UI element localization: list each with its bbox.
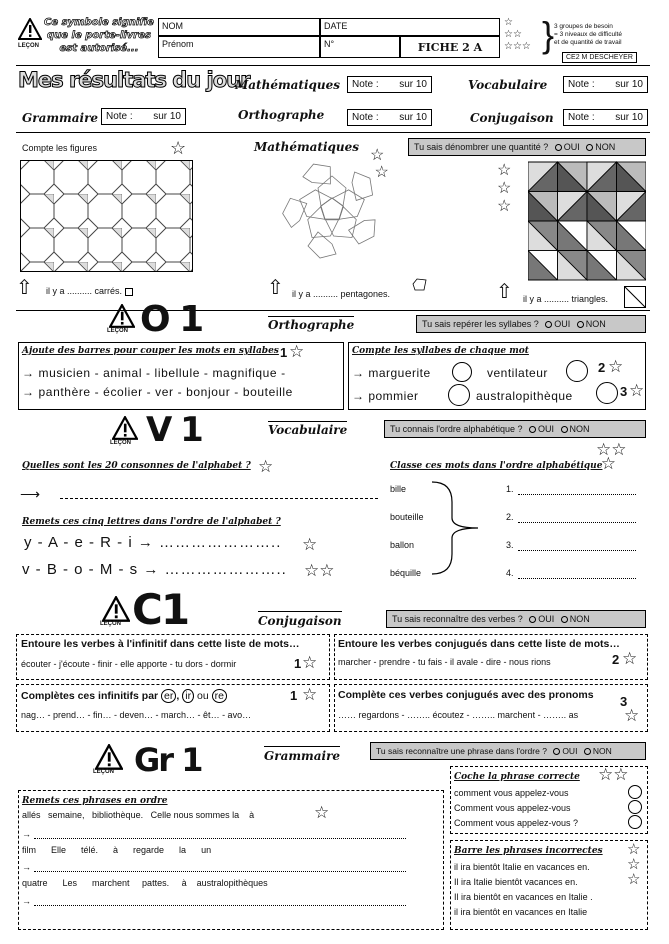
gram-c2: Comment vous appelez-vous bbox=[454, 803, 571, 813]
date-field[interactable]: DATE bbox=[320, 18, 500, 36]
ortho-question: Tu sais repérer les syllabes ? OUI NON bbox=[416, 315, 646, 333]
ortho-word-2: ventilateur bbox=[487, 366, 548, 380]
lecon-label: LEÇON bbox=[107, 328, 128, 334]
author-label: CE2 M DESCHEYER bbox=[562, 52, 637, 63]
vocab-num-4: 4. bbox=[506, 568, 514, 578]
star-icon: ☆☆ bbox=[504, 29, 522, 40]
vocab-seq1: y - A - e - R - i → ………………….. bbox=[24, 534, 282, 551]
math-question: Tu sais dénombrer une quantité ? OUI NON bbox=[408, 138, 646, 156]
gram-b3: Il ira bientôt en vacances en Italie . bbox=[454, 892, 593, 902]
radio-non[interactable] bbox=[586, 144, 593, 151]
warning-icon bbox=[102, 596, 130, 622]
vocab-seq2: v - B - o - M - s → ………………….. bbox=[22, 561, 287, 578]
conj-b4-num: 3 bbox=[620, 694, 628, 709]
conj-b3-num: 1 bbox=[290, 688, 298, 703]
gram-b4: il ira bientôt en vacances en Italie bbox=[454, 907, 588, 917]
conj-question: Tu sais reconnaître des verbes ? OUI NON bbox=[386, 610, 646, 628]
gram-answer-1[interactable] bbox=[34, 838, 406, 839]
consonnes-answer-line[interactable] bbox=[60, 498, 378, 499]
lecon-label: LEÇON bbox=[93, 769, 114, 775]
gram-coche: Coche la phrase correcte bbox=[454, 772, 580, 782]
vocab-answer-2[interactable] bbox=[518, 522, 636, 523]
ortho-left-line2: → panthère - écolier - ver - bonjour - bouteille bbox=[22, 385, 293, 399]
gram-b2: Il ira Italie bientôt vacances en. bbox=[454, 877, 578, 887]
vocab-num-1: 1. bbox=[506, 484, 514, 494]
conj-b3-text: nag… - prend… - fin… - deven… - march… - êt… - avo… bbox=[21, 710, 252, 720]
arrow-up-icon: ⇧ bbox=[267, 277, 284, 299]
math-count-1: il y a .......... carrés. bbox=[46, 286, 133, 296]
gram-p2: film Elle télé. à regarde la un bbox=[22, 845, 212, 855]
star-icon: ☆ bbox=[170, 138, 187, 158]
star-icon: ☆ bbox=[289, 342, 305, 361]
gram-c3: Comment vous appelez-vous ? bbox=[454, 818, 579, 828]
fiche-label: FICHE 2 A bbox=[400, 36, 500, 58]
gram-answer-3[interactable] bbox=[34, 905, 406, 906]
star-icon: ☆ bbox=[629, 381, 645, 400]
square-icon bbox=[125, 288, 133, 296]
arrow-right-icon: → bbox=[22, 862, 31, 872]
ortho-left-num: 1 bbox=[280, 345, 288, 360]
gram-p1: allés semaine, bibliothèque. Celle nous sommes la à bbox=[22, 810, 255, 820]
star-icon: ☆ bbox=[302, 653, 318, 672]
ortho-num-3: 3 bbox=[620, 384, 628, 399]
arrow-right-icon: → bbox=[22, 896, 31, 906]
ir-circle: ir bbox=[182, 689, 194, 703]
answer-circle[interactable] bbox=[448, 384, 470, 406]
vocab-answer-4[interactable] bbox=[518, 578, 636, 579]
lecon-label: LEÇON bbox=[100, 621, 121, 627]
gram-barre: Barre les phrases incorrectes bbox=[454, 846, 603, 856]
vocab-question: Tu connais l'ordre alphabétique ? OUI NON bbox=[384, 420, 646, 438]
octagon-figure bbox=[20, 160, 193, 272]
answer-circle[interactable] bbox=[566, 360, 588, 382]
radio-non[interactable] bbox=[561, 616, 568, 623]
header-warning bbox=[16, 16, 156, 60]
triangle-icon bbox=[624, 286, 646, 308]
gram-answer-2[interactable] bbox=[34, 871, 406, 872]
ortho-left-line1: → musicien - animal - libellule - magnifique - bbox=[22, 366, 286, 380]
star-icon: ☆ bbox=[608, 357, 624, 376]
vocab-num-3: 3. bbox=[506, 540, 514, 550]
conj-title: Conjugaison bbox=[258, 611, 342, 628]
note-math[interactable]: Note : sur 10 bbox=[347, 76, 432, 93]
star-icon: ☆ bbox=[258, 457, 274, 476]
pentagon-figure bbox=[276, 160, 388, 260]
re-circle: re bbox=[212, 689, 227, 703]
ortho-left-title: Ajoute des barres pour couper les mots en syllabes bbox=[22, 346, 279, 356]
warning-icon bbox=[95, 744, 123, 770]
conj-b2-text: marcher - prendre - tu fais - il avale - dire - nous rions bbox=[338, 657, 551, 667]
radio-oui[interactable] bbox=[529, 616, 536, 623]
vocab-word-3: ballon bbox=[390, 540, 415, 550]
radio-oui[interactable] bbox=[529, 426, 536, 433]
conj-b1-title: Entoure les verbes à l'infinitif dans cette liste de mots… bbox=[21, 638, 300, 650]
math-count-2: il y a .......... pentagones. bbox=[292, 289, 391, 299]
brace-icon bbox=[428, 478, 488, 578]
star-icon: ☆☆ bbox=[598, 765, 629, 784]
radio-non[interactable] bbox=[577, 321, 584, 328]
conj-code: C1 bbox=[132, 585, 189, 634]
star-icon: ☆ bbox=[302, 685, 318, 704]
level-description: 3 groupes de besoin = 3 niveaux de difficulté et de quantité de travail bbox=[554, 23, 622, 46]
ortho-word-1: → marguerite bbox=[352, 366, 431, 380]
radio-oui[interactable] bbox=[555, 144, 562, 151]
header-divider bbox=[16, 65, 650, 66]
note-grammaire[interactable]: Note : sur 10 bbox=[101, 108, 186, 125]
nom-field[interactable]: NOM bbox=[158, 18, 320, 36]
subject-conj: Conjugaison bbox=[470, 111, 554, 125]
star-icon: ☆☆ bbox=[304, 561, 335, 580]
results-title: Mes résultats du jour bbox=[18, 68, 250, 92]
triangle-figure bbox=[528, 161, 646, 281]
gram-title: Grammaire bbox=[264, 746, 340, 763]
note-conj[interactable]: Note : sur 10 bbox=[563, 109, 648, 126]
conj-b4-text: …… regardons - …….. écoutez - …….. marchent - …….. as bbox=[338, 710, 579, 720]
vocab-word-1: bille bbox=[390, 484, 407, 494]
numero-field[interactable]: N° bbox=[320, 36, 400, 58]
radio-oui[interactable] bbox=[553, 748, 560, 755]
level-stars bbox=[504, 17, 531, 53]
subject-ortho: Orthographe bbox=[238, 108, 325, 122]
conj-b2-title: Entoure les verbes conjugués dans cette liste de mots… bbox=[338, 638, 620, 650]
arrow-up-icon: ⇧ bbox=[16, 277, 33, 299]
er-circle: er bbox=[161, 689, 176, 703]
radio-non[interactable] bbox=[584, 748, 591, 755]
star-icon: ☆ bbox=[622, 649, 638, 668]
conj-b1-num: 1 bbox=[294, 656, 302, 671]
ortho-right-title: Compte les syllabes de chaque mot bbox=[352, 346, 529, 356]
conj-b1-text: écouter - j'écoute - finir - elle apporte - tu dors - dormir bbox=[21, 659, 237, 669]
vocab-answer-1[interactable] bbox=[518, 494, 636, 495]
math-compte: Compte les figures bbox=[22, 143, 98, 153]
prenom-field[interactable]: Prénom bbox=[158, 36, 320, 58]
vocab-q2: Remets ces cinq lettres dans l'ordre de l'alphabet ? bbox=[22, 517, 281, 527]
vocab-num-2: 2. bbox=[506, 512, 514, 522]
subject-math: Mathématiques bbox=[235, 78, 341, 92]
vocab-answer-3[interactable] bbox=[518, 550, 636, 551]
pentagon-icon bbox=[412, 278, 428, 292]
gram-code: Gr 1 bbox=[134, 741, 202, 779]
arrow-up-icon: ⇧ bbox=[496, 281, 513, 303]
level-brace: } bbox=[542, 14, 555, 55]
vocab-q1: Quelles sont les 20 consonnes de l'alphabet ? bbox=[22, 461, 251, 471]
warning-text: Ce symbole signifie que le porte-livres est autorisé... bbox=[44, 17, 154, 54]
star-icon: ☆ bbox=[302, 535, 318, 554]
vocab-word-2: bouteille bbox=[390, 512, 424, 522]
warning-icon bbox=[112, 416, 138, 440]
math-title: Mathématiques bbox=[254, 140, 360, 154]
lecon-label: LEÇON bbox=[18, 43, 39, 49]
warning-icon bbox=[18, 18, 42, 40]
checkbox-circle[interactable] bbox=[628, 815, 642, 829]
warning-icon bbox=[109, 304, 135, 328]
answer-circle[interactable] bbox=[596, 382, 618, 404]
star-icon: ☆ bbox=[504, 17, 513, 28]
ortho-word-3: → pommier bbox=[352, 389, 419, 403]
star-icon: ☆ bbox=[314, 803, 330, 822]
lecon-label: LEÇON bbox=[110, 440, 131, 446]
conj-b4-title: Complète ces verbes conjugués avec des pronoms bbox=[338, 689, 594, 701]
ortho-code: O 1 bbox=[140, 299, 203, 340]
star-icon: ☆ ☆ ☆ bbox=[497, 162, 512, 215]
star-icon: ☆☆ ☆ bbox=[596, 440, 627, 473]
note-vocab[interactable]: Note : sur 10 bbox=[563, 76, 648, 93]
gram-b1: il ira bientôt Italie en vacances en. bbox=[454, 862, 590, 872]
note-ortho[interactable]: Note : sur 10 bbox=[347, 109, 432, 126]
gram-p3: quatre Les marchent pattes. à australopithèques bbox=[22, 878, 268, 888]
vocab-title: Vocabulaire bbox=[268, 423, 348, 437]
subject-grammaire: Grammaire bbox=[22, 111, 99, 125]
ortho-num-2: 2 bbox=[598, 360, 606, 375]
results-divider bbox=[16, 132, 650, 133]
arrow-right-icon: → bbox=[22, 829, 31, 839]
math-count-3: il y a .......... triangles. bbox=[523, 294, 609, 304]
star-icon: ☆ ☆ bbox=[370, 147, 389, 181]
ortho-word-4: australopithèque bbox=[476, 389, 573, 403]
radio-oui[interactable] bbox=[545, 321, 552, 328]
star-icon: ☆ ☆ ☆ bbox=[627, 841, 641, 888]
vocab-word-4: béquille bbox=[390, 568, 422, 578]
answer-circle[interactable] bbox=[452, 362, 472, 382]
star-icon: ☆☆☆ bbox=[504, 41, 531, 52]
gram-remets: Remets ces phrases en ordre bbox=[22, 796, 168, 806]
radio-non[interactable] bbox=[561, 426, 568, 433]
conj-b3-title: Complètes ces infinitifs par er , ir ou re bbox=[21, 689, 227, 703]
ortho-title: Orthographe bbox=[268, 318, 355, 332]
vocab-classe: Classe ces mots dans l'ordre alphabétique bbox=[390, 461, 603, 471]
checkbox-circle[interactable] bbox=[628, 785, 642, 799]
vocab-code: V 1 bbox=[146, 410, 202, 450]
conj-b2-num: 2 bbox=[612, 652, 620, 667]
gram-question: Tu sais reconnaître une phrase dans l'ordre ? OUI NON bbox=[370, 742, 646, 760]
arrow-right-icon: ⟶ bbox=[20, 486, 41, 502]
star-icon: ☆ bbox=[624, 706, 640, 725]
subject-vocab: Vocabulaire bbox=[468, 78, 548, 92]
checkbox-circle[interactable] bbox=[628, 800, 642, 814]
gram-c1: comment vous appelez-vous bbox=[454, 788, 569, 798]
